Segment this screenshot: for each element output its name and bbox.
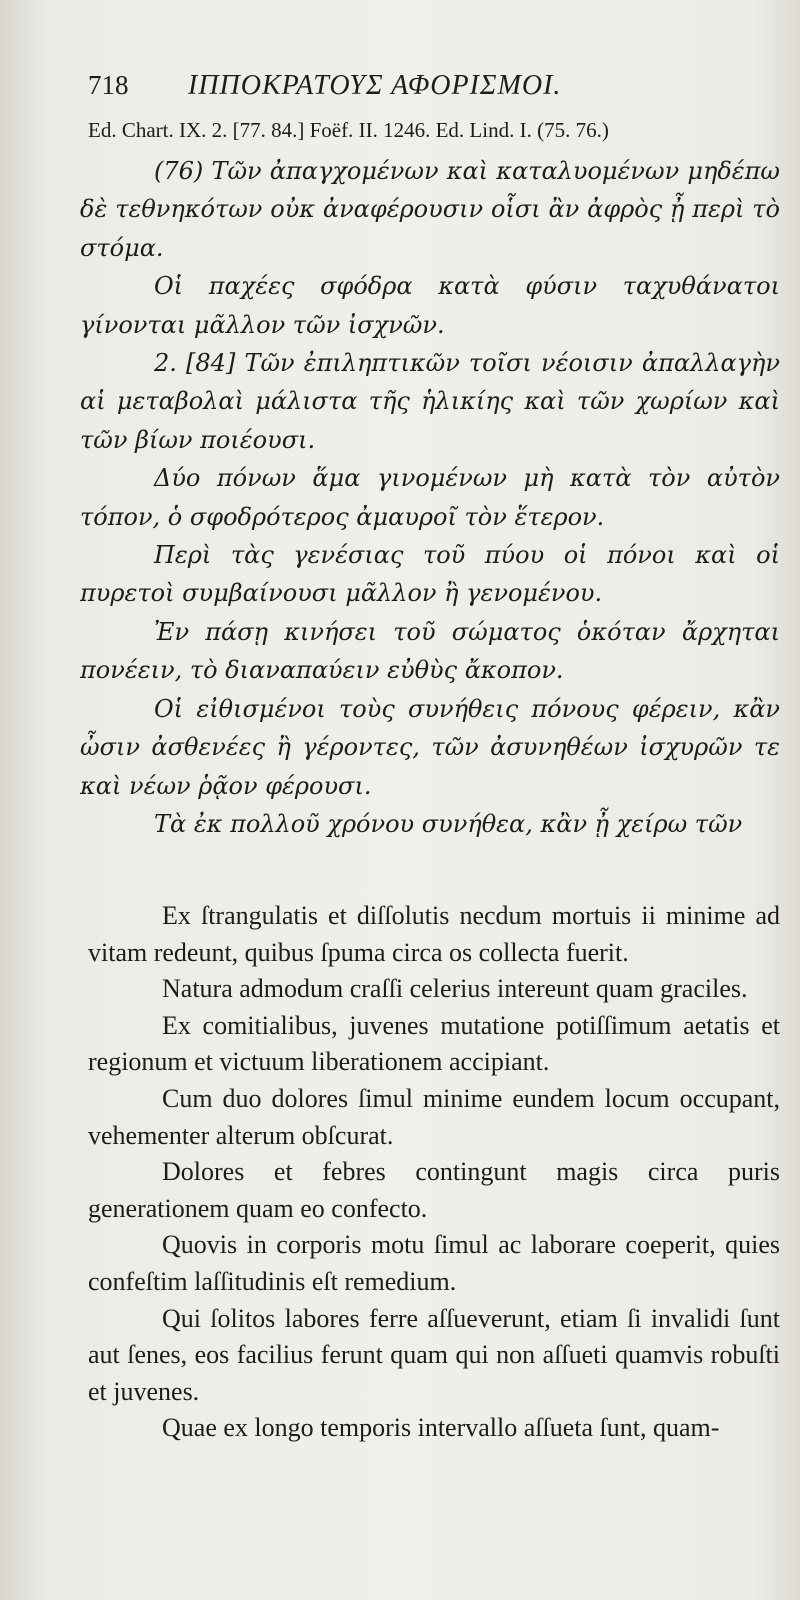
latin-paragraph: Cum duo dolores ſimul minime eundem locum occupant, vehementer alterum obſcurat. (88, 1083, 780, 1150)
page-header (88, 66, 778, 106)
greek-paragraph: Δύο πόνων ἅμα γινομένων μὴ κατὰ τὸν αὐτὸν τόπον, ὁ σφοδρότερος ἀμαυροῖ τὸν ἕτερον. (80, 464, 780, 531)
latin-paragraph: Ex comitialibus, juvenes mutatione potiſſimum aetatis et regionum et victuum liberationem accipiant. (88, 1010, 780, 1077)
page-number: 718 (88, 70, 129, 100)
greek-paragraph: Οἱ εἰθισμένοι τοὺς συνήθεις πόνους φέρειν, κἂν ὦσιν ἀσθενέες ἢ γέροντες, τῶν ἀσυνηθέων ἰσχυρῶν τε καὶ νέων ῥᾷον φέρουσι. (80, 694, 780, 800)
latin-paragraph: Natura admodum craſſi celerius intereunt quam graciles. (162, 974, 748, 1004)
latin-paragraph: Dolores et febres contingunt magis circa puris generationem quam eo confecto. (88, 1157, 780, 1223)
edition-reference-line: Ed. Chart. IX. 2. [77. 84.] Foëf. II. 1246. Ed. Lind. I. (75. 76.) (88, 118, 609, 142)
greek-paragraph: Ἐν πάσῃ κινήσει τοῦ σώματος ὁκόταν ἄρχηται πονέειν, τὸ διαναπαύειν εὐθὺς ἄκοπον. (80, 617, 780, 685)
running-title: ΙΠΠΟΚΡΑΤΟΥΣ ΑΦΟΡΙΣΜΟΙ. (188, 70, 562, 101)
greek-paragraph: Περὶ τὰς γενέσιας τοῦ πύου οἱ πόνοι καὶ οἱ πυρετοὶ συμβαίνουσι μᾶλλον ἢ γενομένου. (80, 541, 780, 608)
greek-paragraph: Τὰ ἐκ πολλοῦ χρόνου συνήθεα, κἂν ᾖ χείρω τῶν (154, 809, 743, 838)
latin-paragraph: Ex ſtrangulatis et diſſolutis necdum mortuis ii minime ad vitam redeunt, quibus ſpuma circa os collecta fuerit. (88, 901, 780, 967)
greek-paragraph: Οἱ παχέες σφόδρα κατὰ φύσιν ταχυθάνατοι γίνονται μᾶλλον τῶν ἰσχνῶν. (80, 272, 780, 339)
latin-paragraph: Qui ſolitos labores ferre aſſueverunt, etiam ſi invalidi ſunt aut ſenes, eos facilius ferunt quam qui non aſſueti quamvis robuſti et juvenes. (88, 1303, 780, 1406)
latin-paragraph: Quae ex longo temporis intervallo aſſueta ſunt, quam- (162, 1413, 720, 1443)
latin-paragraph: Quovis in corporis motu ſimul ac laborare coeperit, quies confeſtim laſſitudinis eſt remedium. (88, 1230, 780, 1296)
latin-text-block (88, 898, 780, 1447)
greek-paragraph: 2. [84] Τῶν ἐπιληπτικῶν τοῖσι νέοισιν ἀπαλλαγὴν αἱ μεταβολαὶ μάλιστα τῆς ἡλικίης καὶ τῶν χωρίων καὶ τῶν βίων ποιέουσι. (80, 349, 780, 454)
greek-text-block (80, 152, 780, 843)
greek-paragraph: (76) Τῶν ἀπαγχομένων καὶ καταλυομένων μηδέπω δὲ τεθνηκότων οὐκ ἀναφέρουσιν οἷσι ἂν ἀφρὸς ᾖ περὶ τὸ στόμα. (80, 157, 780, 262)
